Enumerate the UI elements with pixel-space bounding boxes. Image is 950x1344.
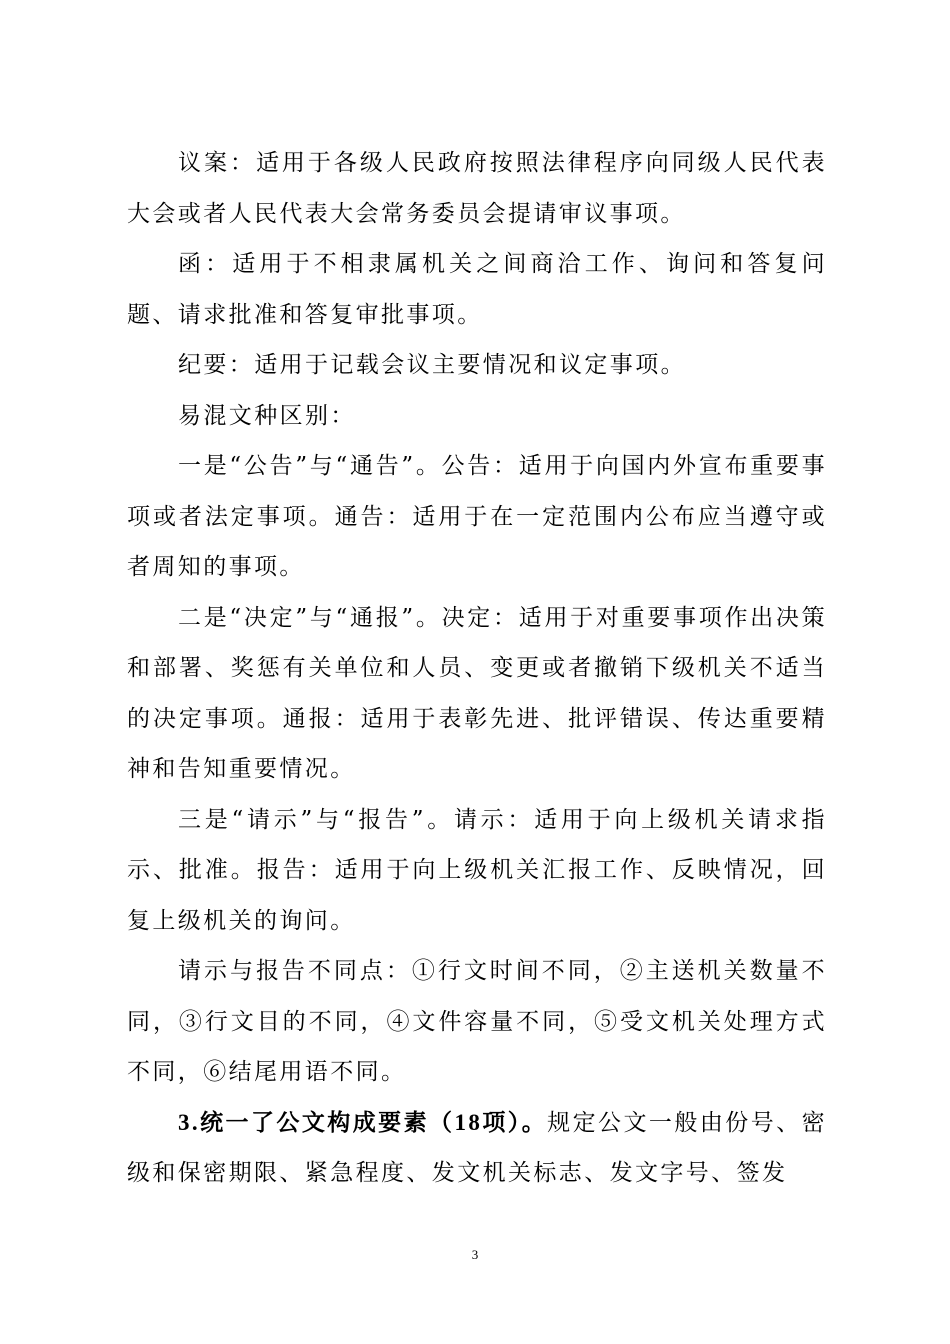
paragraph-text: 一是“公告”与“通告”。公告：适用于向国内外宣布重要事项或者法定事项。通告：适用于在一定范围内公布应当遵守或者周知的事项。 xyxy=(127,453,827,580)
body-text xyxy=(127,138,827,1199)
paragraph-text: 请示与报告不同点：①行文时间不同，②主送机关数量不同，③行文目的不同，④文件容量不同，⑤受文机关处理方式不同，⑥结尾用语不同。 xyxy=(127,958,827,1085)
paragraph-text: 易混文种区别： xyxy=(178,402,356,429)
paragraph-lead: 3.统一了公文构成要素（18项）。 xyxy=(178,1109,548,1135)
paragraph-text: 议案：适用于各级人民政府按照法律程序向同级人民代表大会或者人民代表大会常务委员会提请审议事项。 xyxy=(127,150,827,227)
paragraph-document-elements xyxy=(127,1098,827,1199)
paragraph-announcement-vs-notice xyxy=(127,441,827,593)
paragraph-jiyao xyxy=(127,340,827,391)
paragraph-differences xyxy=(127,946,827,1098)
paragraph-confusable-types xyxy=(127,391,827,442)
paragraph-decision-vs-bulletin xyxy=(127,593,827,795)
paragraph-yian xyxy=(127,138,827,239)
paragraph-text: 三是“请示”与“报告”。请示：适用于向上级机关请求指示、批准。报告：适用于向上级机关汇报工作、反映情况，回复上级机关的询问。 xyxy=(127,806,827,934)
paragraph-text: 纪要：适用于记载会议主要情况和议定事项。 xyxy=(178,352,686,378)
paragraph-text: 函：适用于不相隶属机关之间商洽工作、询问和答复问题、请求批准和答复审批事项。 xyxy=(127,251,827,328)
paragraph-text: 规定公文一般由份号、密级和保密期限、紧急程度、发文机关标志、发文字号、签发 xyxy=(127,1109,827,1186)
paragraph-request-vs-report xyxy=(127,795,827,947)
page-number: 3 xyxy=(471,1247,479,1262)
paragraph-han xyxy=(127,239,827,340)
paragraph-text: 二是“决定”与“通报”。决定：适用于对重要事项作出决策和部署、奖惩有关单位和人员、变更或者撤销下级机关不适当的决定事项。通报：适用于表彰先进、批评错误、传达重要精神和告知重要情况。 xyxy=(127,604,827,782)
